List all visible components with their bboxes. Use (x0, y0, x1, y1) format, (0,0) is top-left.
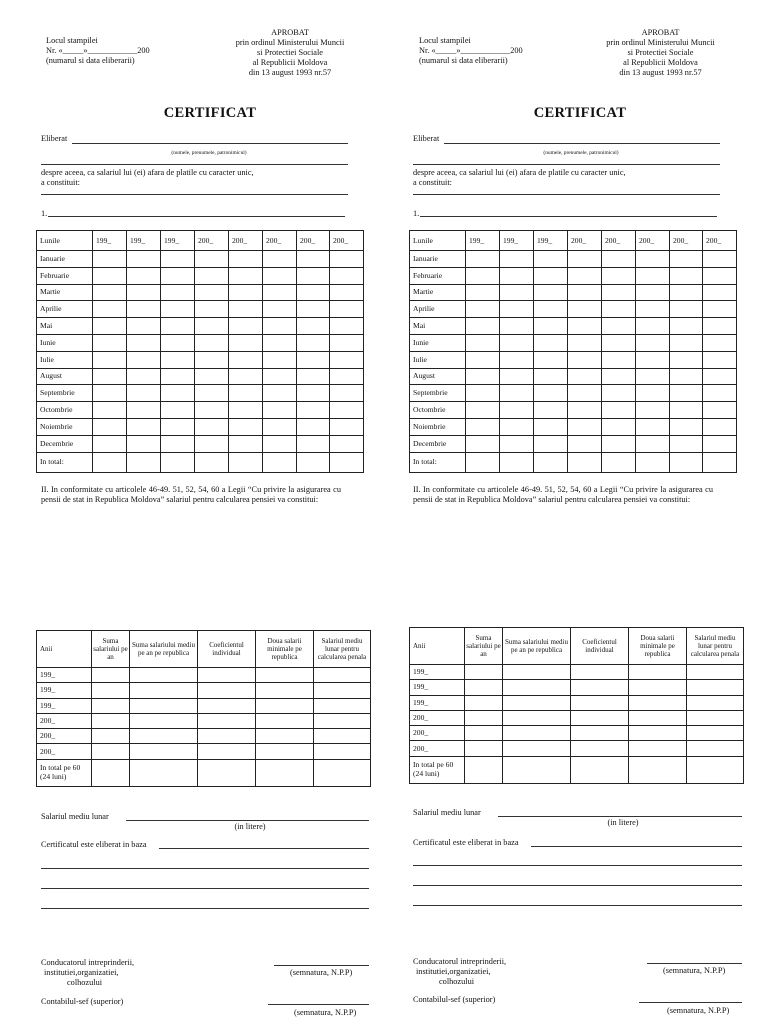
statement-line: a constituit: (413, 178, 452, 187)
total-label: In total: (410, 452, 466, 472)
document-title: CERTIFICAT (163, 105, 257, 121)
table-row (410, 726, 744, 741)
item-field[interactable] (420, 216, 717, 217)
table-row (37, 251, 364, 268)
monthly-salary-label: Salariul mediu lunar (41, 812, 109, 821)
monthly-salary-label: Salariul mediu lunar (413, 808, 481, 817)
issued-label: Eliberat (41, 134, 68, 143)
certificate-form-right (373, 0, 745, 1024)
table-row (410, 665, 744, 680)
column-header: Salariul mediu lunar pentru calcularea penala (314, 631, 371, 668)
blank-line[interactable] (41, 164, 348, 165)
year-label: 200_ (37, 729, 92, 744)
statement-line: despre aceea, ca salariul lui (ei) afara de platile cu caracter unic, (41, 168, 254, 177)
table-row (410, 710, 744, 725)
monthly-salary-hint: (in litere) (607, 818, 639, 827)
section-2-text: II. In conformitate cu articolele 46-49. 51, 52, 54, 60 a Legii “Cu privire la asigurarea cu pensii de stat in Republica Moldova” salariul pentru calcularea pensiei va constitui: (413, 485, 713, 504)
year-header: 200_ (703, 231, 737, 251)
basis-field[interactable] (413, 865, 742, 866)
table-row (37, 418, 364, 435)
year-header: 200_ (195, 231, 229, 251)
signature-label-line: Conducatorul intreprinderii, (41, 958, 135, 967)
issued-name-field[interactable] (72, 143, 348, 144)
table-row (37, 744, 371, 759)
month-label: Mai (410, 318, 466, 335)
stamp-number-date: Nr. «_____»____________200 (419, 46, 523, 55)
accountant-signature-label: Contabilul-sef (superior) (413, 995, 496, 1004)
approval-line: din 13 august 1993 nr.57 (248, 68, 332, 77)
table-row (410, 435, 737, 452)
year-label: 200_ (410, 726, 465, 741)
column-header: Doua salarii minimale pe republica (629, 628, 687, 665)
year-header: 200_ (330, 231, 364, 251)
head-signature-hint: (semnatura, N.P.P) (663, 966, 726, 975)
total-label: In total pe 60 (24 luni) (37, 759, 92, 786)
table-total-row (410, 756, 744, 783)
table-row (37, 284, 364, 301)
stamp-place-label: Locul stampilei (46, 36, 98, 45)
table-row (37, 368, 364, 385)
table-row (37, 729, 371, 744)
accountant-signature-label: Contabilul-sef (superior) (41, 997, 124, 1006)
document-title: CERTIFICAT (533, 105, 627, 121)
table-row (410, 351, 737, 368)
approval-line: prin ordinul Ministerului Muncii (606, 38, 715, 47)
signature-label-line: colhozului (67, 978, 103, 987)
column-header: Suma salariului mediu pe an pe republica (503, 628, 571, 665)
approval-line: din 13 august 1993 nr.57 (619, 68, 702, 77)
column-header: Coeficientul individual (571, 628, 629, 665)
table-header-row (37, 631, 371, 668)
year-header: 200_ (636, 231, 670, 251)
approval-line: al Republicii Moldova (623, 58, 698, 67)
year-header: 199_ (161, 231, 195, 251)
monthly-salary-field[interactable] (126, 820, 369, 821)
item-number: 1. (41, 209, 48, 218)
statement-line: a constituit: (41, 178, 80, 187)
issued-label: Eliberat (413, 134, 440, 143)
basis-label: Certificatul este eliberat in baza (41, 840, 147, 849)
basis-field[interactable] (531, 846, 742, 847)
basis-field[interactable] (413, 905, 742, 906)
table-row (37, 351, 364, 368)
month-label: August (410, 368, 466, 385)
month-label: Iunie (410, 334, 466, 351)
year-label: 200_ (37, 744, 92, 759)
table-row (37, 334, 364, 351)
table-row (37, 402, 364, 419)
stamp-number-note: (numarul si data eliberarii) (419, 56, 508, 65)
year-header: 200_ (229, 231, 263, 251)
year-label: 200_ (37, 713, 92, 728)
year-label: 199_ (410, 665, 465, 680)
certificate-form-left (0, 0, 372, 1024)
approval-line: si Protectiei Sociale (257, 48, 323, 57)
basis-field[interactable] (41, 888, 369, 889)
table-total-row (37, 452, 364, 472)
signature-label-line: institutiei,organizatiei, (44, 968, 119, 977)
month-label: Octombrie (410, 402, 466, 419)
month-label: Ianuarie (37, 251, 93, 268)
stamp-block (419, 36, 523, 66)
table-row (37, 385, 364, 402)
year-label: 200_ (410, 710, 465, 725)
year-header: 199_ (500, 231, 534, 251)
month-label: Februarie (37, 267, 93, 284)
table-header-row (410, 231, 737, 251)
table-row (410, 301, 737, 318)
basis-field[interactable] (413, 885, 742, 886)
month-label: Aprilie (410, 301, 466, 318)
years-header: Anii (410, 628, 465, 665)
monthly-salary-hint: (in litere) (234, 822, 266, 831)
month-label: Aprilie (37, 301, 93, 318)
monthly-salary-table (409, 230, 737, 473)
month-label: Mai (37, 318, 93, 335)
head-signature-field[interactable] (647, 963, 742, 964)
approval-line: APROBAT (641, 28, 680, 37)
column-header: Coeficientul individual (198, 631, 256, 668)
column-header: Doua salarii minimale pe republica (256, 631, 314, 668)
issued-name-hint: (numele, prenumele, patronimicul) (543, 150, 619, 156)
accountant-signature-hint: (semnatura, N.P.P) (294, 1008, 357, 1017)
month-label: Iulie (410, 351, 466, 368)
item-field[interactable] (48, 216, 345, 217)
table-row (410, 318, 737, 335)
yearly-salary-table (409, 627, 744, 784)
month-label: Noiembrie (410, 418, 466, 435)
year-label: 200_ (410, 741, 465, 756)
signature-label-line: institutiei,organizatiei, (416, 967, 491, 976)
accountant-signature-field[interactable] (639, 1002, 742, 1003)
accountant-signature-field[interactable] (268, 1004, 369, 1005)
approval-line: si Protectiei Sociale (627, 48, 694, 57)
stamp-block (46, 36, 150, 66)
table-header-row (410, 628, 744, 665)
year-header: 199_ (127, 231, 161, 251)
table-total-row (410, 452, 737, 472)
approval-line: prin ordinul Ministerului Muncii (235, 38, 345, 47)
table-row (37, 698, 371, 713)
table-row (410, 418, 737, 435)
total-label: In total pe 60 (24 luni) (410, 756, 465, 783)
stamp-number-date: Nr. «_____»____________200 (46, 46, 150, 55)
column-header: Salariul mediu lunar pentru calcularea penala (687, 628, 744, 665)
year-label: 199_ (37, 683, 92, 698)
table-row (410, 402, 737, 419)
month-label: Iulie (37, 351, 93, 368)
approval-block (578, 28, 743, 78)
issued-name-hint: (numele, prenumele, patronimicul) (171, 150, 247, 156)
year-header: 200_ (568, 231, 602, 251)
month-label: Noiembrie (37, 418, 93, 435)
signature-label-line: colhozului (439, 977, 475, 986)
month-label: Martie (37, 284, 93, 301)
table-row (410, 251, 737, 268)
approval-block (205, 28, 375, 78)
month-label: August (37, 368, 93, 385)
table-row (37, 668, 371, 683)
issued-name-field[interactable] (444, 143, 720, 144)
year-header: 200_ (263, 231, 297, 251)
section-2-text: II. In conformitate cu articolele 46-49. 51, 52, 54, 60 a Legii “Cu privire la asigurarea cu pensii de stat in Republica Moldova” salariul pentru calcularea pensiei va constitui: (41, 485, 341, 504)
month-label: Septembrie (37, 385, 93, 402)
table-total-row (37, 759, 371, 786)
head-signature-label (41, 958, 134, 988)
table-row (410, 284, 737, 301)
table-row (37, 435, 364, 452)
statement-line: despre aceea, ca salariul lui (ei) afara de platile cu caracter unic, (413, 168, 626, 177)
accountant-signature-hint: (semnatura, N.P.P) (667, 1006, 730, 1015)
months-header: Lunile (410, 231, 466, 251)
head-signature-label (413, 957, 506, 987)
table-row (37, 318, 364, 335)
monthly-salary-field[interactable] (498, 816, 742, 817)
table-row (410, 695, 744, 710)
year-header: 199_ (93, 231, 127, 251)
blank-line[interactable] (413, 194, 720, 195)
table-row (410, 741, 744, 756)
month-label: Octombrie (37, 402, 93, 419)
year-header: 200_ (297, 231, 330, 251)
basis-label: Certificatul este eliberat in baza (413, 838, 519, 847)
year-header: 200_ (602, 231, 636, 251)
year-header: 199_ (534, 231, 568, 251)
table-row (410, 334, 737, 351)
basis-field[interactable] (41, 908, 369, 909)
table-row (37, 683, 371, 698)
column-header: Suma salariului pe an (465, 628, 503, 665)
month-label: Decembrie (410, 435, 466, 452)
table-row (37, 713, 371, 728)
blank-line[interactable] (41, 194, 348, 195)
column-header: Suma salariului pe an (92, 631, 130, 668)
table-row (37, 267, 364, 284)
signature-label-line: Conducatorul intreprinderii, (413, 957, 507, 966)
basis-field[interactable] (159, 848, 369, 849)
table-row (410, 368, 737, 385)
month-label: Februarie (410, 267, 466, 284)
year-label: 199_ (37, 668, 92, 683)
table-row (410, 267, 737, 284)
table-header-row (37, 231, 364, 251)
head-signature-hint: (semnatura, N.P.P) (290, 968, 353, 977)
year-label: 199_ (410, 680, 465, 695)
month-label: Iunie (37, 334, 93, 351)
year-header: 199_ (466, 231, 500, 251)
table-row (410, 680, 744, 695)
years-header: Anii (37, 631, 92, 668)
approval-line: al Republicii Moldova (252, 58, 328, 67)
year-label: 199_ (410, 695, 465, 710)
month-label: Martie (410, 284, 466, 301)
blank-line[interactable] (413, 164, 720, 165)
approval-line: APROBAT (271, 28, 309, 37)
monthly-salary-table (36, 230, 364, 473)
year-label: 199_ (37, 698, 92, 713)
table-row (37, 301, 364, 318)
months-header: Lunile (37, 231, 93, 251)
head-signature-field[interactable] (274, 965, 369, 966)
total-label: In total: (37, 452, 93, 472)
table-row (410, 385, 737, 402)
stamp-number-note: (numarul si data eliberarii) (46, 56, 135, 65)
stamp-place-label: Locul stampilei (419, 36, 471, 45)
month-label: Ianuarie (410, 251, 466, 268)
year-header: 200_ (670, 231, 703, 251)
basis-field[interactable] (41, 868, 369, 869)
item-number: 1. (413, 209, 420, 218)
month-label: Septembrie (410, 385, 466, 402)
month-label: Decembrie (37, 435, 93, 452)
yearly-salary-table (36, 630, 371, 787)
column-header: Suma salariului mediu pe an pe republica (130, 631, 198, 668)
